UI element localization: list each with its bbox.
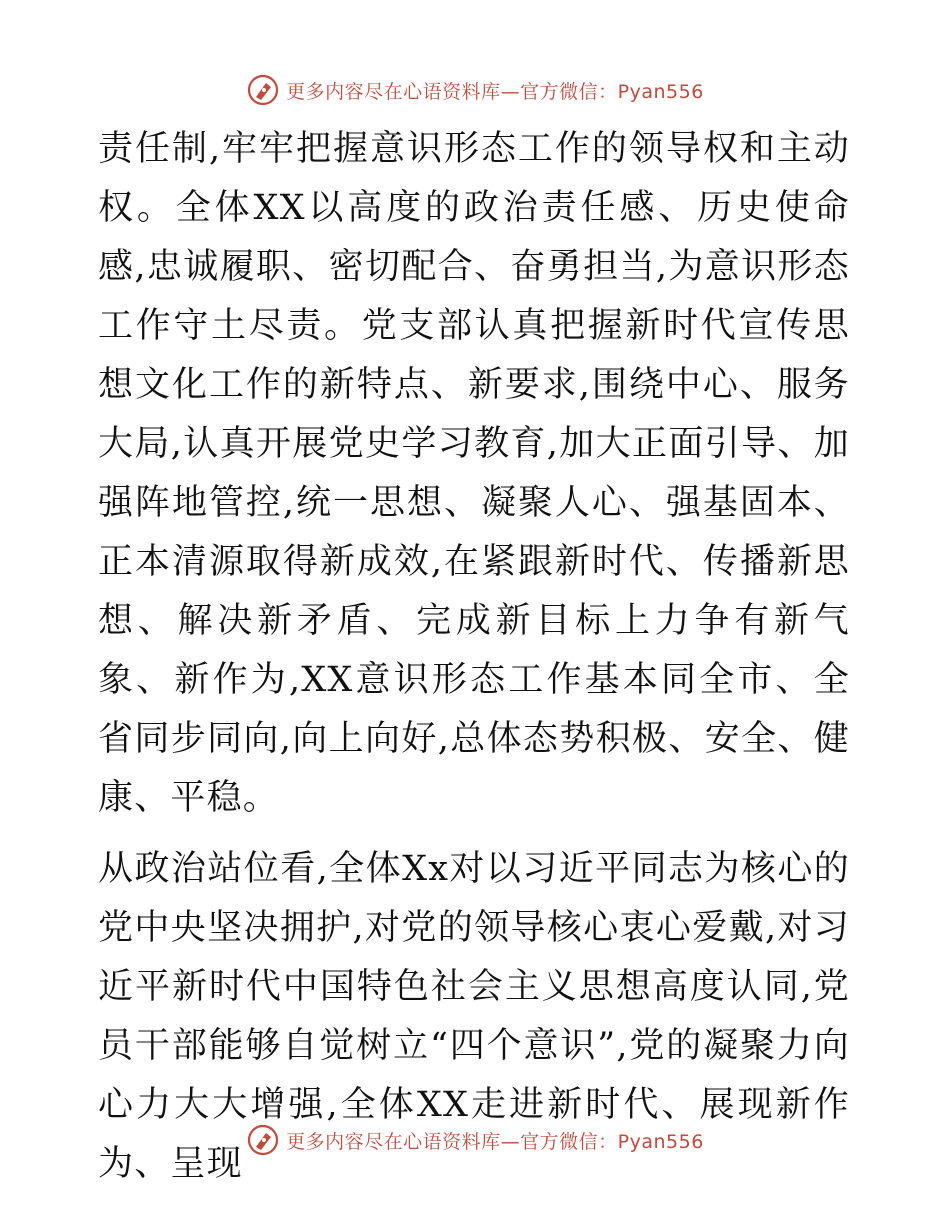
header-watermark <box>0 70 950 110</box>
pen-nib-logo-icon <box>246 1123 280 1157</box>
pen-nib-logo-icon <box>246 73 280 107</box>
paragraph-1: 责任制,牢牢把握意识形态工作的领导权和主动权。全体XX以高度的政治责任感、历史使命感,忠诚履职、密切配合、奋勇担当,为意识形态工作守土尽责。党支部认真把握新时代宣传思想文化工作的新特点、新要求,围绕中心、服务大局,认真开展党史学习教育,加大正面引导、加强阵地管控,统一思想、凝聚人心、强基固本、正本清源取得新成效,在紧跟新时代、传播新思想、解决新矛盾、完成新目标上力争有新气象、新作为,XX意识形态工作基本同全市、全省同步同向,向上向好,总体态势积极、安全、健康、平稳。 <box>98 129 850 818</box>
header-watermark-text: 更多内容尽在心语资料库—官方微信：Pyan556 <box>286 80 704 103</box>
footer-watermark-text: 更多内容尽在心语资料库—官方微信：Pyan556 <box>286 1130 704 1153</box>
footer-watermark <box>0 1120 950 1160</box>
paragraph-2: 从政治站位看,全体Xx对以习近平同志为核心的党中央坚决拥护,对党的领导核心衷心爱戴,对习近平新时代中国特色社会主义思想高度认同,党员干部能够自觉树立“四个意识”,党的凝聚力向心力大大增强,全体XX走进新时代、展现新作为、呈现 <box>98 849 850 1184</box>
document-body <box>98 120 850 1194</box>
